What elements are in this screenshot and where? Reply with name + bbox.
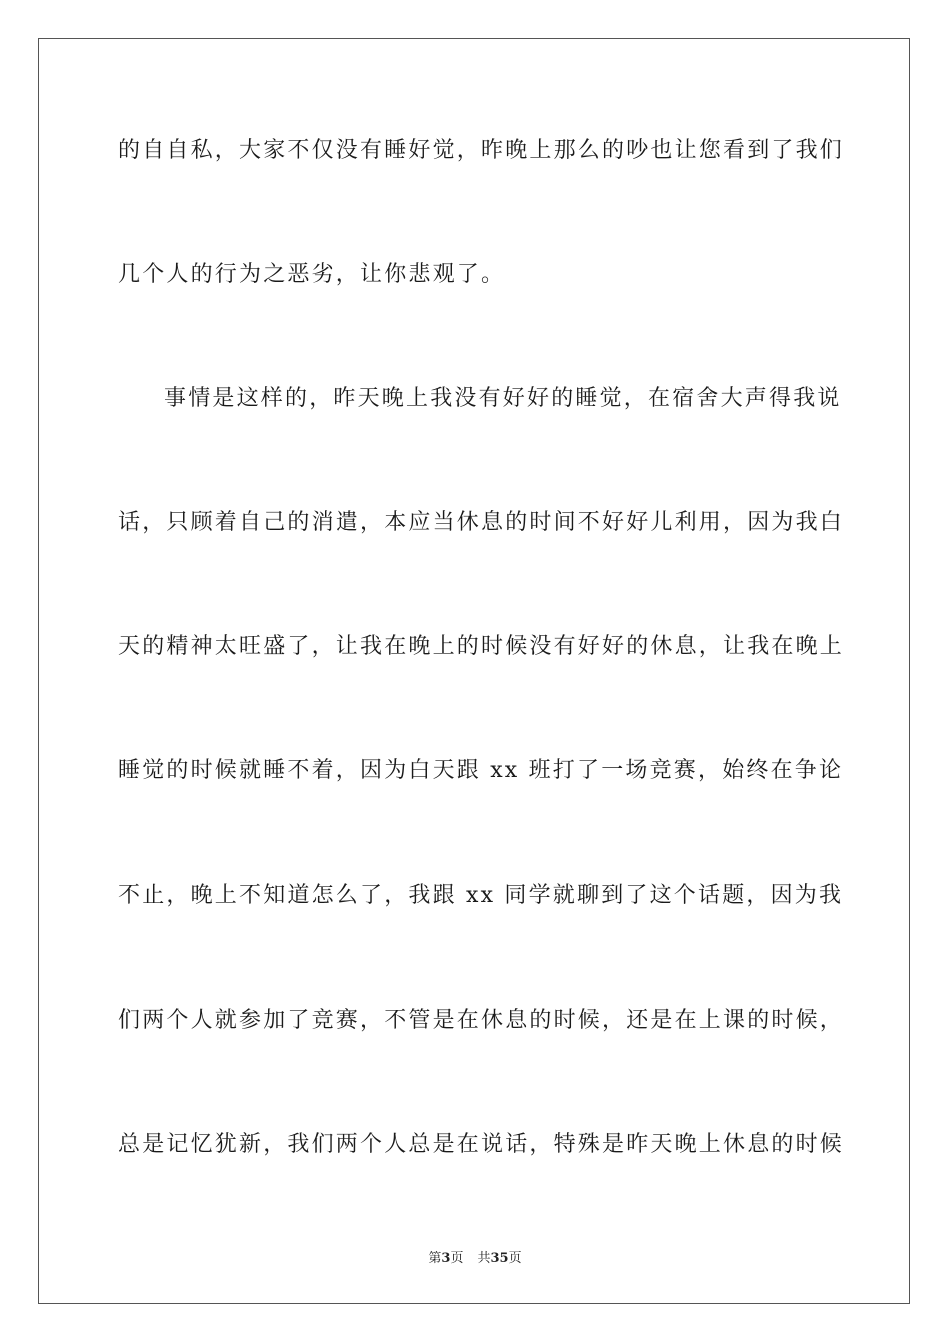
- paragraph-start-line: 事情是这样的，昨天晚上我没有好好的睡觉，在宿舍大声得我说: [164, 386, 842, 411]
- text-line: 话，只顾着自己的消遣，本应当休息的时间不好好儿利用，因为我白: [118, 510, 845, 535]
- text-line: 天的精神太旺盛了，让我在晚上的时候没有好好的休息，让我在晚上: [118, 634, 845, 659]
- text-line: 总是记忆犹新，我们两个人总是在说话，特殊是昨天晚上休息的时候: [118, 1132, 845, 1157]
- current-page-number: 3: [441, 1251, 451, 1266]
- page-border: [38, 38, 910, 1304]
- page-suffix: 页: [450, 1251, 464, 1266]
- total-prefix: 共: [477, 1251, 491, 1266]
- text-line: 的自自私，大家不仅没有睡好觉，昨晚上那么的吵也让您看到了我们: [118, 138, 845, 163]
- text-line: 睡觉的时候就睡不着，因为白天跟 xx 班打了一场竞赛，始终在争论: [118, 758, 844, 783]
- total-suffix: 页: [508, 1251, 522, 1266]
- text-line: 几个人的行为之恶劣，让你悲观了。: [118, 262, 506, 287]
- page-prefix: 第: [428, 1251, 442, 1266]
- text-line: 不止，晚上不知道怎么了，我跟 xx 同学就聊到了这个话题，因为我: [118, 883, 844, 908]
- text-line: 们两个人就参加了竞赛，不管是在休息的时候，还是在上课的时候，: [118, 1008, 845, 1033]
- page-footer: [0, 1247, 950, 1266]
- total-page-count: 35: [490, 1251, 509, 1266]
